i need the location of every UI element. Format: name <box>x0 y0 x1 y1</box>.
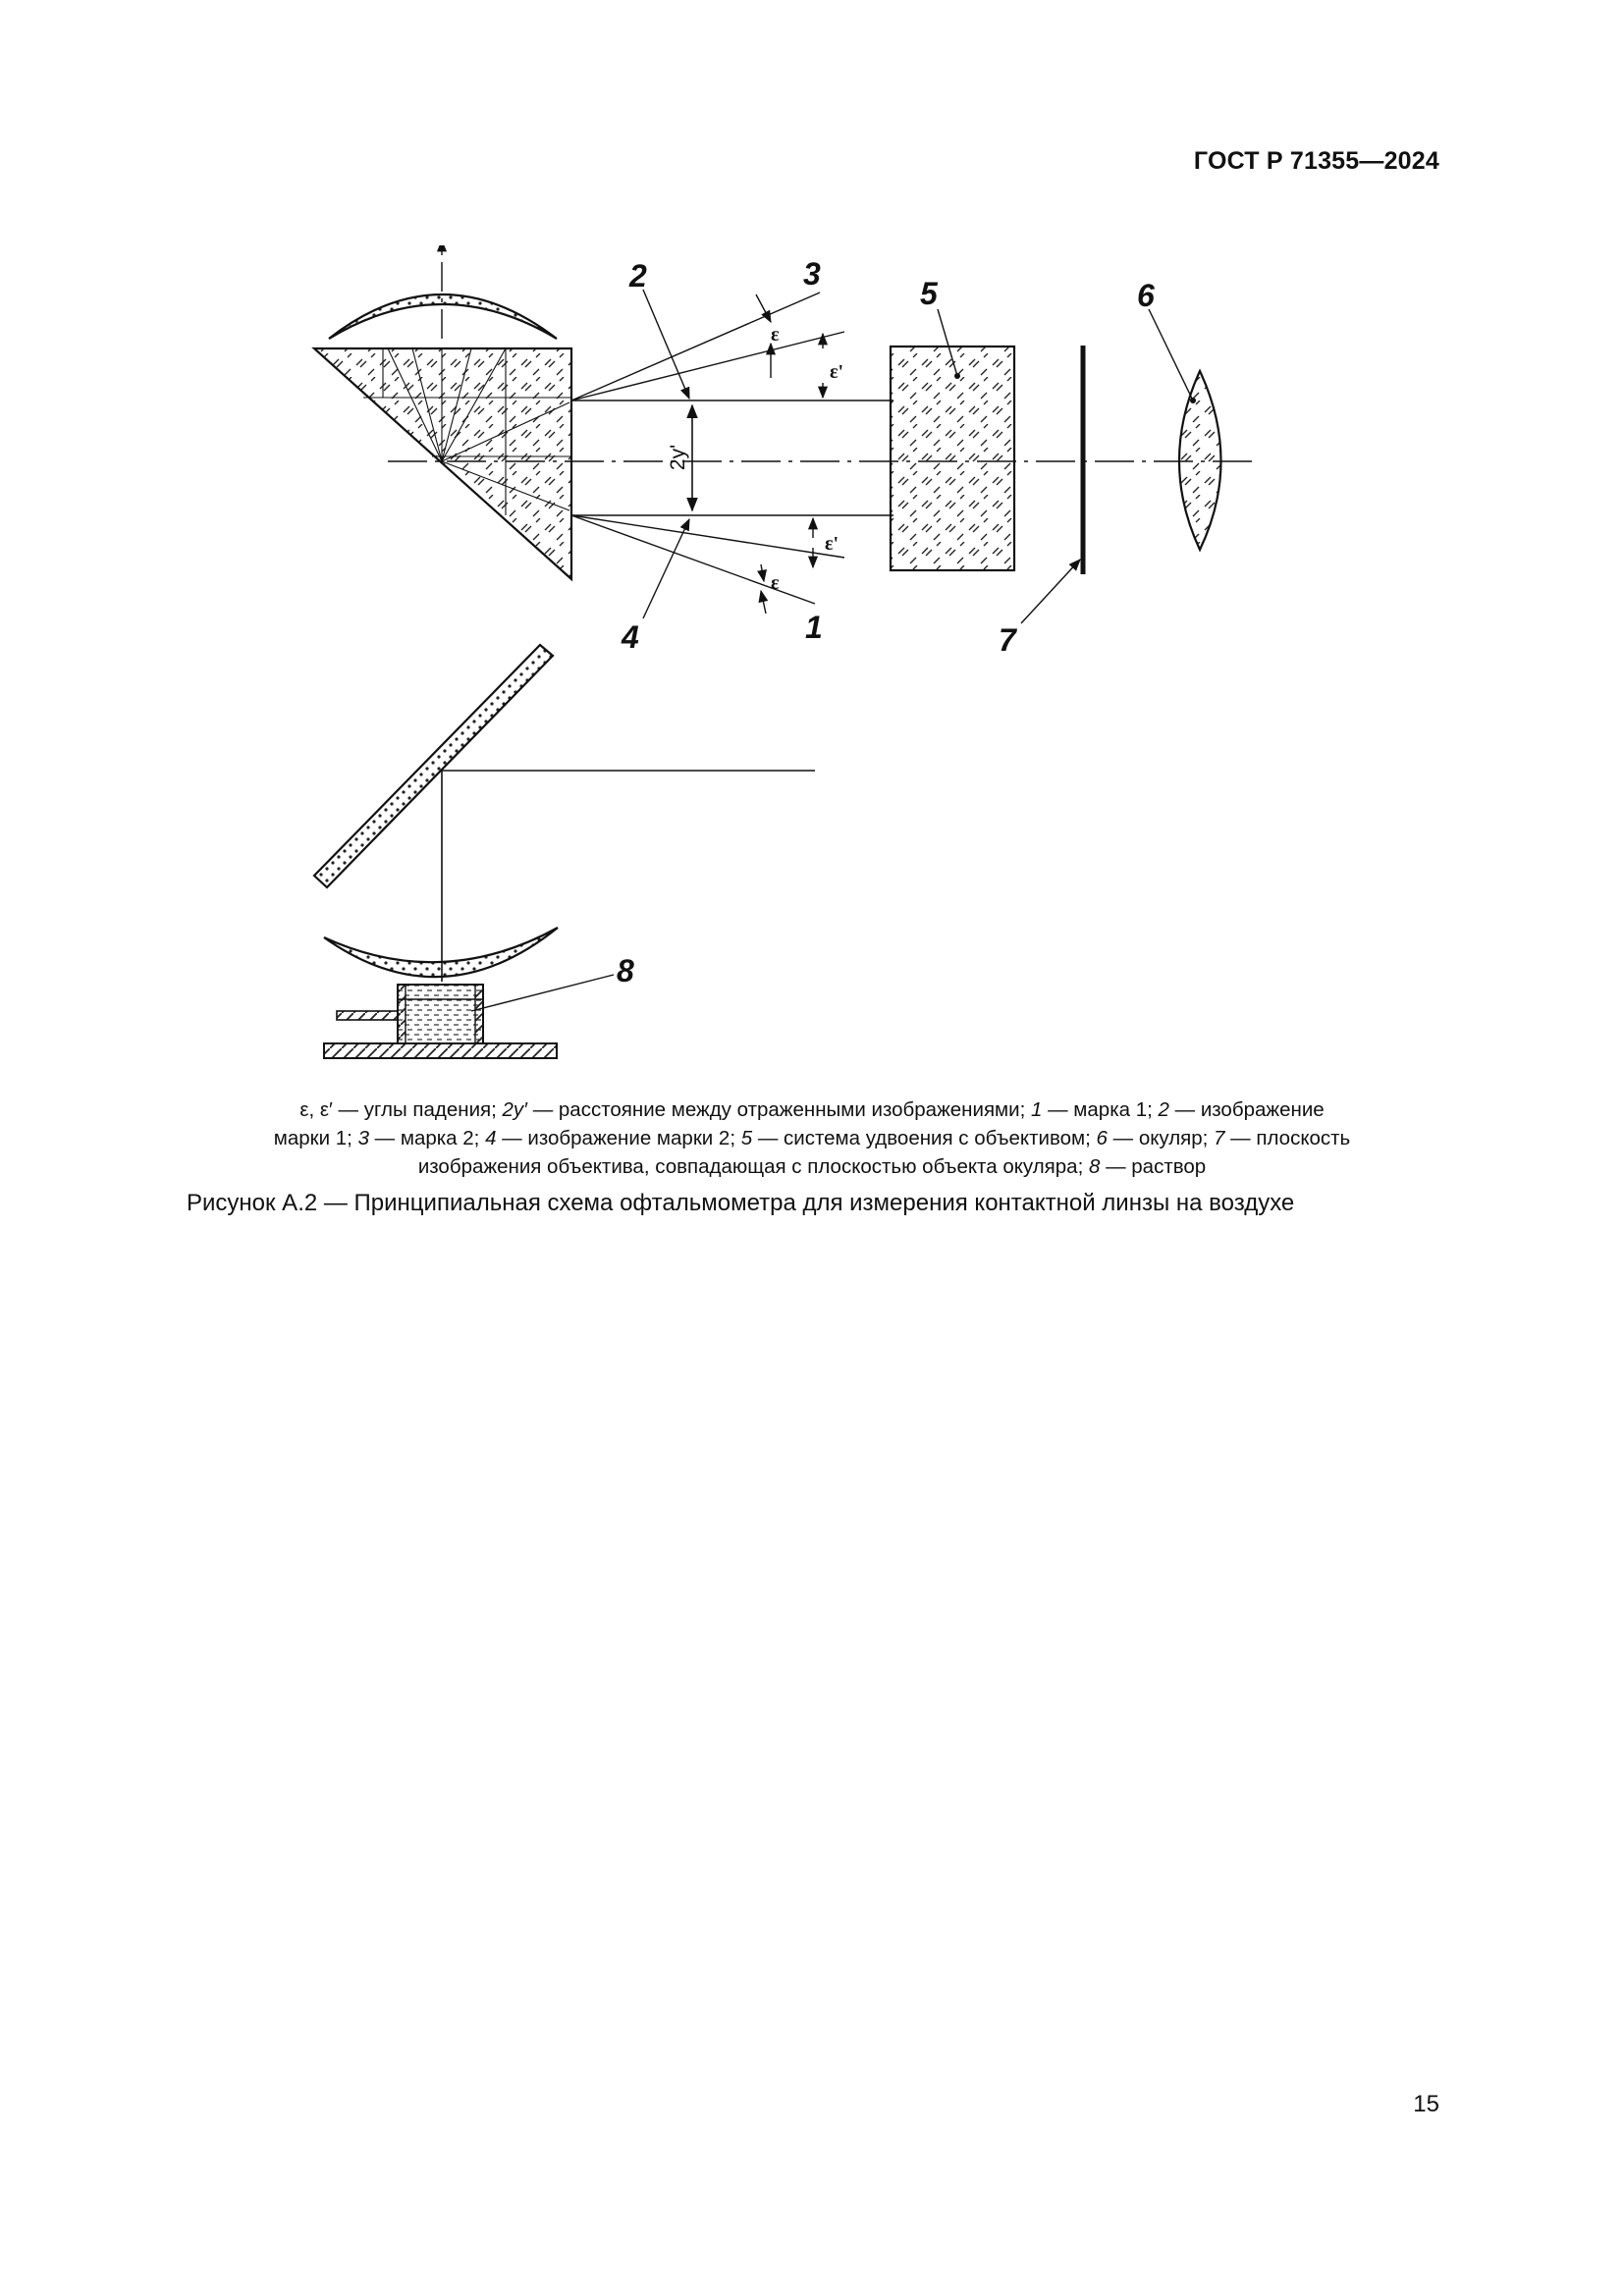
dimension-2y-label: 2y' <box>667 444 689 471</box>
legend-line-1 <box>167 1095 1457 1124</box>
holder-base <box>324 1043 557 1058</box>
holder-tube <box>337 1011 398 1020</box>
legend-text: — расстояние между отраженными изображениями; <box>527 1098 1031 1121</box>
legend-term: 8 <box>1088 1155 1101 1178</box>
legend-term: 3 <box>357 1127 369 1149</box>
legend-text: изображения объектива, совпадающая с плоскостью объекта окуляра; <box>417 1155 1089 1178</box>
label-7: 7 <box>999 622 1016 658</box>
prism <box>314 348 571 579</box>
eps-lower-label: ε <box>771 572 780 594</box>
ophthalmometer-schematic <box>295 245 1276 1080</box>
label-4: 4 <box>622 619 639 655</box>
label-6: 6 <box>1137 278 1155 313</box>
contact-lens <box>324 928 558 977</box>
eps-prime-upper-label: ε' <box>830 361 844 383</box>
legend-term: 2y′ <box>502 1098 528 1121</box>
legend-text: — изображение марки 2; <box>496 1127 741 1149</box>
legend-text: — марка 2; <box>368 1127 486 1149</box>
legend-text: — плоскость <box>1224 1127 1351 1149</box>
legend-text: — раствор <box>1100 1155 1207 1178</box>
page-number: 15 <box>1413 2091 1439 2117</box>
legend-term: 6 <box>1096 1127 1108 1149</box>
legend-term: 5 <box>740 1127 753 1149</box>
doubling-system <box>891 347 1014 570</box>
cornea-meniscus <box>329 294 557 339</box>
beam-splitter <box>314 645 553 887</box>
legend-term: 1 <box>1031 1098 1043 1121</box>
ophthalmometer-diagram <box>295 245 1276 1080</box>
legend-text: марки 1; <box>273 1127 358 1149</box>
legend-text: — марка 1; <box>1042 1098 1159 1121</box>
cuvette <box>398 985 483 1043</box>
legend-line-3 <box>167 1152 1457 1181</box>
legend-text: — окуляр; <box>1107 1127 1215 1149</box>
figure-caption: Рисунок А.2 — Принципиальная схема офтальмометра для измерения контактной линзы на воздухе <box>187 1190 1295 1216</box>
figure-legend <box>167 1095 1457 1181</box>
document-header: ГОСТ Р 71355—2024 <box>1193 147 1439 175</box>
eyepiece-lens <box>1179 371 1221 550</box>
legend-text: — система удвоения с объективом; <box>752 1127 1097 1149</box>
label-3: 3 <box>803 256 821 292</box>
label-5: 5 <box>920 276 938 311</box>
label-2: 2 <box>629 258 647 294</box>
legend-line-2 <box>167 1124 1457 1152</box>
legend-text: ε, ε′ — углы падения; <box>299 1098 503 1121</box>
legend-term: 2 <box>1158 1098 1169 1121</box>
eps-upper-label: ε <box>771 324 780 346</box>
legend-term: 4 <box>485 1127 497 1149</box>
legend-text: — изображение <box>1168 1098 1325 1121</box>
legend-term: 7 <box>1214 1127 1225 1149</box>
label-1: 1 <box>805 610 823 645</box>
eps-prime-lower-label: ε' <box>825 533 839 555</box>
label-8: 8 <box>617 953 634 988</box>
